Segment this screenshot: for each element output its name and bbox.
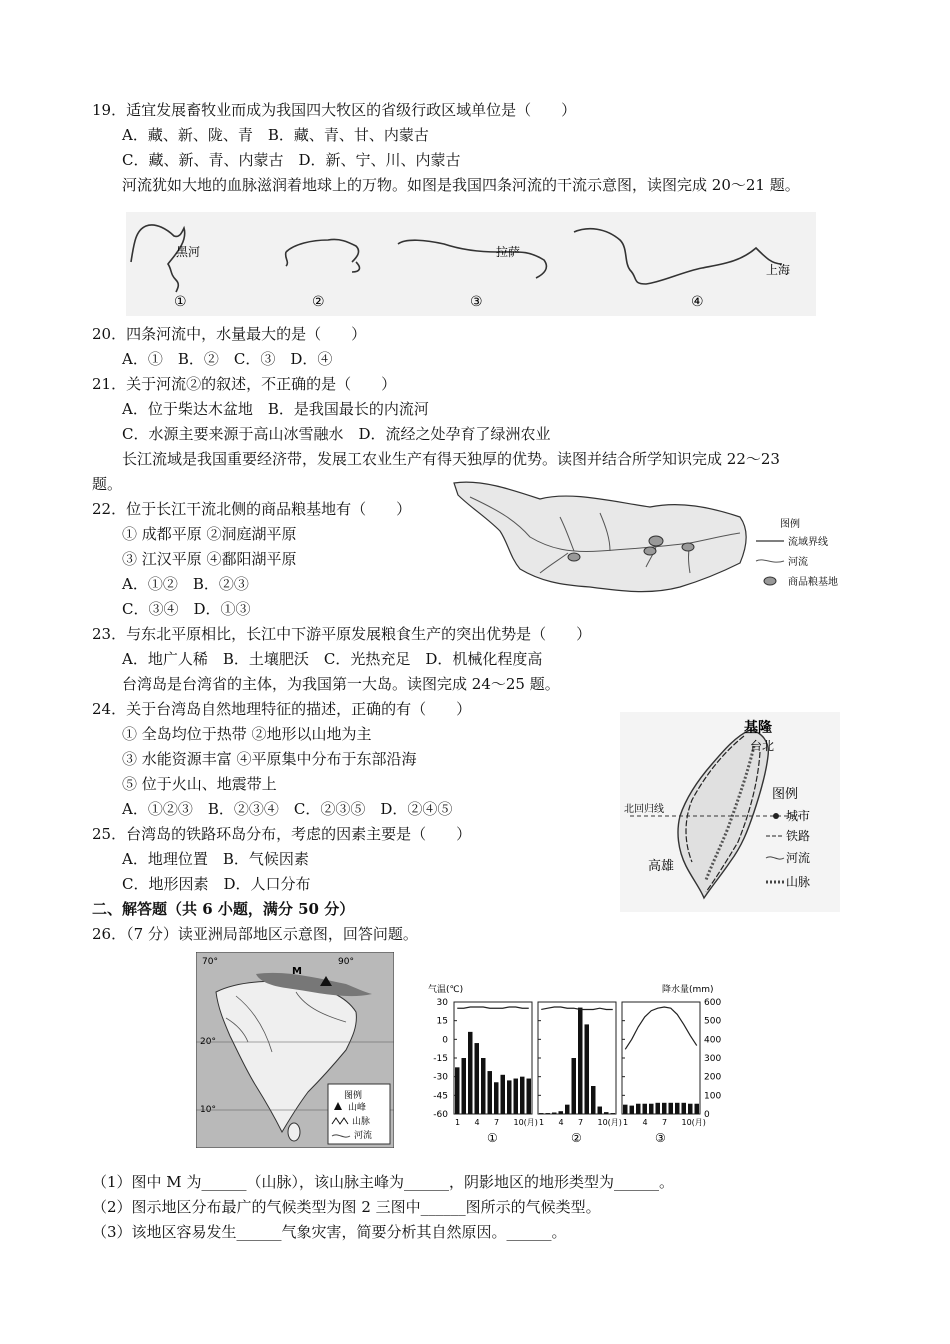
asia-legend-title: 图例: [344, 1091, 363, 1101]
asia-legend-river: 河流: [354, 1131, 373, 1141]
taiwan-map: [620, 712, 840, 912]
taiwan-city-keelung: 基隆: [744, 720, 772, 736]
grain-base-poyang: [682, 543, 694, 551]
asia-lon-90: 90°: [338, 957, 354, 967]
taiwan-tropic-label: 北回归线: [624, 804, 664, 815]
precip-bar: [527, 1079, 532, 1114]
precip-bar: [481, 1058, 486, 1114]
precip-bar: [501, 1075, 506, 1114]
asia-lon-70: 70°: [202, 957, 218, 967]
q26-stem: 26．（7 分）读亚洲局部地区示意图，回答问题。: [92, 925, 418, 943]
q22-items-1: ① 成都平原 ②洞庭湖平原: [122, 525, 297, 543]
yangtze-basin-map: [450, 477, 862, 607]
precip-bar: [488, 1071, 493, 1114]
river-label-lhasa: 拉萨: [496, 245, 521, 259]
precip-tick-label: 100: [704, 1091, 722, 1102]
precip-bar: [598, 1107, 603, 1114]
asia-lat-10: 10°: [200, 1105, 216, 1115]
month-tick-label: 7: [494, 1118, 500, 1127]
asia-label-m: M: [292, 966, 302, 977]
month-tick-label: 1: [623, 1118, 629, 1127]
precip-bar: [462, 1058, 467, 1114]
taiwan-legend-river: 河流: [786, 851, 811, 865]
month-tick-label: 7: [578, 1118, 584, 1127]
q19-options-ab: A．藏、新、陇、青 B．藏、青、甘、内蒙古: [122, 126, 429, 144]
temp-tick-label: -60: [433, 1110, 448, 1120]
precip-bar: [649, 1104, 654, 1114]
intro-taiwan: 台湾岛是台湾省的主体，为我国第一大岛。读图完成 24～25 题。: [122, 675, 560, 693]
chart-panel-label: ②: [571, 1131, 582, 1145]
q24-items-1: ① 全岛均位于热带 ②地形以山地为主: [122, 725, 372, 743]
precip-bar: [669, 1103, 674, 1114]
month-tick-label: 7: [662, 1118, 668, 1127]
chart-ylabel-precipitation: 降水量(mm): [662, 985, 714, 995]
precip-bar: [675, 1103, 680, 1114]
yangtze-legend-boundary: 流域界线: [788, 537, 828, 548]
precip-bar: [494, 1082, 499, 1114]
taiwan-legend-railway: 铁路: [786, 829, 811, 843]
precip-bar: [604, 1112, 609, 1114]
intro-yangtze-1: 长江流域是我国重要经济带，发展工农业生产有得天独厚的优势。读图并结合所学知识完成 22～23: [122, 450, 780, 468]
month-tick-label: 4: [558, 1118, 564, 1127]
q24-items-2: ③ 水能资源丰富 ④平原集中分布于东部沿海: [122, 750, 417, 768]
river-number-3: ③: [470, 294, 483, 310]
q26-part-3: （3）该地区容易发生______气象灾害，简要分析其自然原因。______。: [92, 1223, 567, 1241]
q19-options-cd: C．藏、新、青、内蒙古 D．新、宁、川、内蒙古: [122, 151, 461, 169]
precip-bar: [695, 1104, 700, 1114]
taiwan-legend-title: 图例: [772, 787, 799, 802]
intro-yangtze-2: 题。: [92, 475, 123, 493]
month-tick-label: 10(月): [681, 1118, 706, 1127]
taiwan-city-taipei: 台北: [750, 739, 775, 753]
yangtze-legend-river: 河流: [788, 557, 808, 568]
asia-lat-20: 20°: [200, 1037, 216, 1047]
q25-options-cd: C．地形因素 D．人口分布: [122, 875, 311, 893]
chart-ylabel-temperature: 气温(℃): [428, 985, 464, 995]
precip-bar: [630, 1106, 635, 1114]
temp-tick-label: 30: [436, 998, 448, 1008]
precip-bar: [623, 1105, 628, 1114]
q20-stem: 20．四条河流中，水量最大的是（ ）: [92, 325, 367, 343]
chart-panel-label: ③: [655, 1131, 666, 1145]
precip-bar: [546, 1113, 551, 1114]
q19-stem: 19．适宜发展畜牧业而成为我国四大牧区的省级行政区域单位是（ ）: [92, 101, 577, 119]
asia-legend-peak: 山峰: [348, 1103, 367, 1113]
month-tick-label: 4: [474, 1118, 480, 1127]
precip-bar: [475, 1043, 480, 1114]
taiwan-city-kaohsiung: 高雄: [648, 859, 675, 874]
precip-bar: [520, 1077, 525, 1114]
river-number-1: ①: [174, 294, 187, 310]
q21-stem: 21．关于河流②的叙述，不正确的是（ ）: [92, 375, 397, 393]
grain-base-chengdu: [568, 553, 580, 561]
precip-bar: [552, 1113, 557, 1114]
q25-stem: 25．台湾岛的铁路环岛分布，考虑的因素主要是（ ）: [92, 825, 472, 843]
q21-options-cd: C．水源主要来源于高山冰雪融水 D．流经之处孕育了绿洲农业: [122, 425, 551, 443]
precip-bar: [591, 1086, 596, 1114]
precip-tick-label: 600: [704, 998, 722, 1008]
river-label-heihe: 黑河: [176, 245, 201, 259]
river-number-4: ④: [691, 294, 704, 310]
q26-part-2: （2）图示地区分布最广的气候类型为图 2 三图中______图所示的气候类型。: [92, 1198, 601, 1216]
precip-bar: [682, 1103, 687, 1114]
q20-options: A．① B．② C．③ D．④: [122, 350, 333, 368]
q25-options-ab: A．地理位置 B．气候因素: [122, 850, 309, 868]
precip-bar: [514, 1079, 519, 1114]
precip-bar: [565, 1105, 570, 1114]
precip-bar: [636, 1104, 641, 1114]
month-tick-label: 10(月): [597, 1118, 622, 1127]
chart-panel-frame: [622, 1002, 700, 1114]
precip-bar: [688, 1104, 693, 1114]
q26-part-1: （1）图中 M 为______（山脉），该山脉主峰为______，阴影地区的地形类型为______。: [92, 1173, 674, 1191]
climate-charts: [412, 982, 726, 1150]
intro-rivers: 河流犹如大地的血脉滋润着地球上的万物。如图是我国四条河流的干流示意图，读图完成 20～21 题。: [122, 176, 800, 194]
precip-tick-label: 200: [704, 1072, 722, 1083]
precip-bar: [468, 1032, 473, 1114]
q21-options-ab: A．位于柴达木盆地 B．是我国最长的内流河: [122, 400, 429, 418]
month-tick-label: 10(月): [513, 1118, 538, 1127]
precip-bar: [585, 1024, 590, 1114]
asia-legend-range: 山脉: [352, 1117, 371, 1127]
precip-tick-label: 500: [704, 1016, 722, 1027]
yangtze-legend-grain: 商品粮基地: [788, 577, 838, 588]
precip-tick-label: 400: [704, 1035, 722, 1046]
q22-options-ab: A．①② B．②③: [122, 575, 249, 593]
river-number-2: ②: [312, 294, 325, 310]
precip-bar: [643, 1104, 648, 1114]
q24-options: A．①②③ B．②③④ C．②③⑤ D．②④⑤: [122, 800, 453, 818]
precip-tick-label: 300: [704, 1054, 722, 1064]
month-tick-label: 4: [642, 1118, 648, 1127]
precip-bar: [539, 1113, 544, 1114]
grain-base-jianghan: [649, 536, 663, 546]
precip-bar: [611, 1113, 616, 1114]
q22-items-2: ③ 江汉平原 ④鄱阳湖平原: [122, 550, 297, 568]
precip-tick-label: 0: [704, 1110, 710, 1120]
basin-boundary: [454, 482, 746, 592]
q24-items-3: ⑤ 位于火山、地震带上: [122, 775, 277, 793]
grain-base-dongting: [644, 547, 656, 555]
month-tick-label: 1: [539, 1118, 545, 1127]
temp-tick-label: 15: [436, 1016, 448, 1027]
precip-bar: [455, 1067, 460, 1114]
section-2-heading: 二、解答题（共 6 小题，满分 50 分）: [92, 900, 355, 918]
temp-tick-label: -15: [433, 1054, 448, 1064]
precip-bar: [656, 1103, 661, 1114]
taiwan-legend-mountain: 山脉: [786, 875, 811, 889]
q23-stem: 23．与东北平原相比，长江中下游平原发展粮食生产的突出优势是（ ）: [92, 625, 592, 643]
taiwan-legend-city: 城市: [786, 809, 811, 823]
yangtze-legend-title: 图例: [780, 519, 800, 530]
temp-tick-label: -30: [433, 1072, 448, 1083]
precip-bar: [578, 1008, 583, 1114]
q23-options: A．地广人稀 B．土壤肥沃 C．光热充足 D．机械化程度高: [122, 650, 543, 668]
precip-bar: [662, 1103, 667, 1114]
q22-options-cd: C．③④ D．①③: [122, 600, 251, 618]
temp-tick-label: -45: [433, 1091, 448, 1102]
chart-panel-frame: [538, 1002, 616, 1114]
q22-stem: 22．位于长江干流北侧的商品粮基地有（ ）: [92, 500, 412, 518]
rivers-figure: [126, 212, 816, 316]
temp-tick-label: 0: [442, 1035, 448, 1046]
precip-bar: [559, 1111, 564, 1114]
asia-map: [196, 952, 394, 1148]
precip-bar: [507, 1080, 512, 1114]
q24-stem: 24．关于台湾岛自然地理特征的描述，正确的有（ ）: [92, 700, 472, 718]
precip-bar: [572, 1058, 577, 1114]
month-tick-label: 1: [455, 1118, 461, 1127]
river-label-shanghai: 上海: [766, 263, 791, 277]
chart-panel-label: ①: [487, 1131, 498, 1145]
